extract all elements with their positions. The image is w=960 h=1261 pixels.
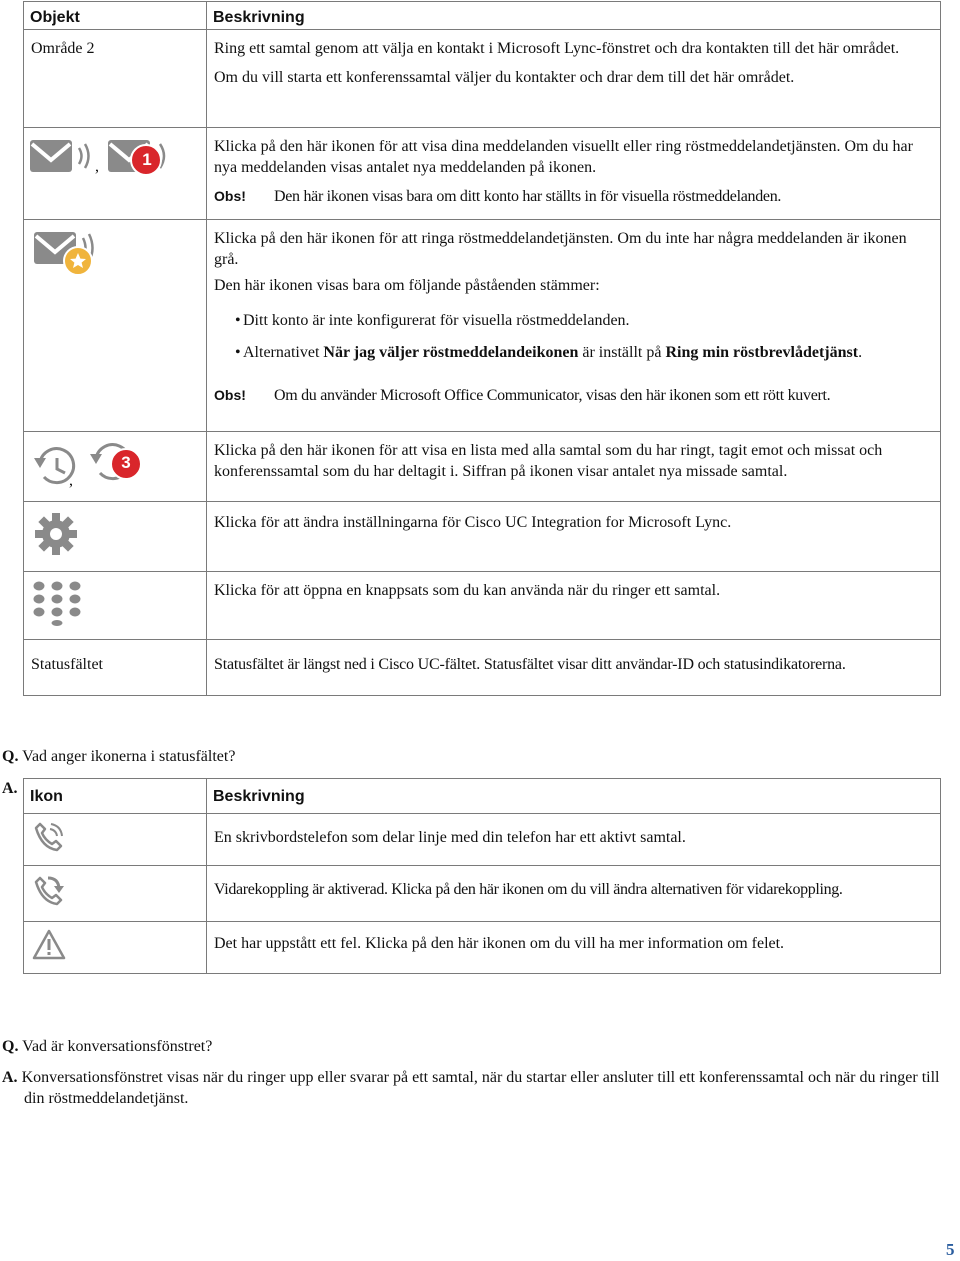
status-icons-table [23,778,941,974]
table-header-row [24,779,941,814]
note-text: Om du använder Microsoft Office Communicator, visas den här ikonen som ett rött kuvert. [274,387,831,404]
icon-cell [24,922,206,973]
row-description: Det har uppstått ett fel. Klicka på den här ikonen om du vill ha mer information om felet. [214,935,785,952]
call-forward-icon [32,874,66,908]
area2-line1: Ring ett samtal genom att välja en kontakt i Microsoft Lync-fönstret och dra kontakten till det här området. [214,40,900,57]
row-description: Vidarekoppling är aktiverad. Klicka på den här ikonen om du vill ändra alternativen för vidarekoppling. [214,881,843,898]
table-row [24,502,941,572]
keypad-icon-wrap [24,572,206,639]
table-row [24,814,941,866]
table-row [24,640,941,696]
keypad-description: Klicka för att öppna en knappsats som du kan använda när du ringer ett samtal. [214,582,721,599]
table-row [24,922,941,974]
header-objekt: Objekt [24,2,207,30]
area2-label: Område 2 [31,40,95,57]
table-row [24,220,941,432]
history-badge-count: 3 [121,453,131,472]
voicemail-badge-count: 1 [142,150,152,169]
answer-2 [2,1067,960,1109]
question-1 [2,746,952,767]
voicemail-star-description [207,220,940,414]
settings-icon-wrap [24,502,206,571]
vm-star-bullet1: • Ditt konto är inte konfigurerat för visuella röstmeddelanden. [214,310,934,331]
row-description: En skrivbordstelefon som delar linje med din telefon har ett aktivt samtal. [214,829,686,846]
keypad-icon [32,580,82,626]
note-label: Obs! [214,188,246,204]
vm-star-bullet2: • Alternativet När jag väljer röstmeddelandeikonen är inställt på Ring min röstbrevlådetjänst. [214,342,934,363]
gear-icon [32,510,80,558]
note-text: Den här ikonen visas bara om ditt konto har ställts in för visuella röstmeddelanden. [274,188,782,205]
page-number: 5 [946,1240,955,1259]
question-2 [2,1036,952,1057]
vm-star-note [214,385,934,406]
table-row [24,572,941,640]
voicemail-line1: Klicka på den här ikonen för att visa dina meddelanden visuellt eller ring röstmeddelandetjänsten. Om du har nya meddelanden visas antalet nya meddelanden på ikonen. [214,138,913,176]
table-row [24,128,941,220]
icon-cell [24,814,206,865]
table-row [24,30,941,128]
voicemail-star-wrap [24,220,206,293]
question-text: Vad är konversationsfönstret? [22,1038,213,1055]
history-description: Klicka på den här ikonen för att visa en lista med alla samtal som du har ringt, tagit emot och missat och konferenssamtal som du har deltagit i. Siffran på ikonen visar antalet nya missade samtal. [214,442,883,480]
history-icons [24,432,206,498]
header-ikon: Ikon [24,779,207,814]
statusbar-description: Statusfältet är längst ned i Cisco UC-fältet. Statusfältet visar ditt användar-ID och statusindikatorerna. [214,656,846,673]
table-header-row [24,2,941,30]
voicemail-note [214,186,934,207]
statusbar-label: Statusfältet [31,656,103,673]
voicemail-separator: , [95,158,99,175]
voicemail-star-icon [32,228,104,280]
a-label: A. [2,1069,18,1086]
note-label: Obs! [214,387,246,403]
icon-cell [24,866,206,921]
vm-star-line2: Den här ikonen visas bara om följande påståenden stämmer: [214,277,600,294]
answer-1-label [2,778,22,799]
area2-description [207,30,940,96]
a-label: A. [2,780,18,797]
voicemail-icon [28,136,98,180]
desk-phone-shared-icon [32,820,66,854]
header-beskrivning: Beskrivning [207,2,941,30]
answer-text: Konversationsfönstret visas när du ringer upp eller svarar på ett samtal, när du startar eller ansluter till ett konferenssamtal och när du ringer till din röstmeddelandetjänst. [21,1069,940,1107]
warning-icon [32,928,66,962]
voicemail-icons [24,128,206,204]
q-label: Q. [2,748,19,765]
area2-line2: Om du vill starta ett konferenssamtal väljer du kontakter och drar dem till det här området. [214,69,795,86]
header-beskrivning: Beskrivning [207,779,941,814]
table-row [24,866,941,922]
call-history-new-icon [86,436,146,486]
q-label: Q. [2,1038,19,1055]
history-separator: , [69,472,73,489]
objects-table [23,1,941,696]
settings-description: Klicka för att ändra inställningarna för Cisco UC Integration for Microsoft Lync. [214,514,732,531]
voicemail-description [207,128,940,215]
question-text: Vad anger ikonerna i statusfältet? [22,748,236,765]
vm-star-line1: Klicka på den här ikonen för att ringa röstmeddelandetjänsten. Om du inte har några meddelanden är ikonen grå. [214,230,907,268]
table-row [24,432,941,502]
